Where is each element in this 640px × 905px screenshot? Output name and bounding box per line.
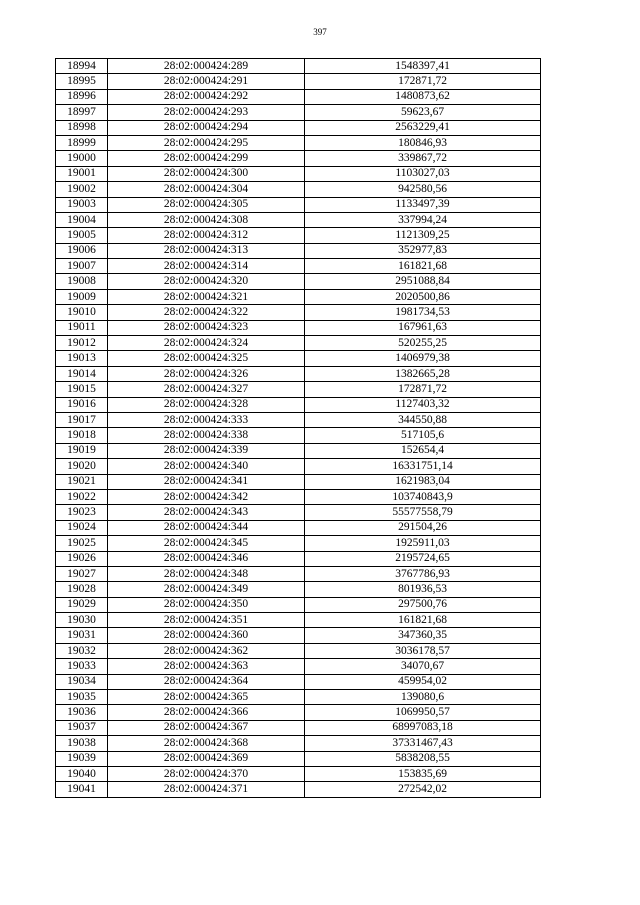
table-row — [56, 74, 541, 89]
cadastral-number-cell: 28:02:000424:326 — [108, 366, 305, 381]
row-number-cell: 19038 — [56, 736, 108, 751]
table-row — [56, 228, 541, 243]
cadastral-number-cell: 28:02:000424:308 — [108, 212, 305, 227]
row-number-cell: 19002 — [56, 182, 108, 197]
cadastral-value-cell: 1127403,32 — [305, 397, 541, 412]
cadastral-number-cell: 28:02:000424:364 — [108, 674, 305, 689]
cadastral-number-cell: 28:02:000424:294 — [108, 120, 305, 135]
table-row — [56, 659, 541, 674]
cadastral-value-cell: 5838208,55 — [305, 751, 541, 766]
cadastral-value-cell: 520255,25 — [305, 336, 541, 351]
cadastral-number-cell: 28:02:000424:293 — [108, 105, 305, 120]
cadastral-number-cell: 28:02:000424:333 — [108, 412, 305, 427]
table-row — [56, 105, 541, 120]
cadastral-number-cell: 28:02:000424:320 — [108, 274, 305, 289]
table-row — [56, 197, 541, 212]
table-row — [56, 274, 541, 289]
table-row — [56, 551, 541, 566]
cadastral-value-cell: 1925911,03 — [305, 536, 541, 551]
table-row — [56, 135, 541, 150]
table-row — [56, 505, 541, 520]
cadastral-value-cell: 180846,93 — [305, 135, 541, 150]
cadastral-value-cell: 3036178,57 — [305, 643, 541, 658]
row-number-cell: 19031 — [56, 628, 108, 643]
row-number-cell: 19036 — [56, 705, 108, 720]
row-number-cell: 19019 — [56, 443, 108, 458]
table-row — [56, 59, 541, 74]
cadastral-value-cell: 167961,63 — [305, 320, 541, 335]
cadastral-value-cell: 172871,72 — [305, 74, 541, 89]
table-row — [56, 151, 541, 166]
row-number-cell: 19012 — [56, 336, 108, 351]
cadastral-value-cell: 37331467,43 — [305, 736, 541, 751]
table-row — [56, 566, 541, 581]
cadastral-number-cell: 28:02:000424:339 — [108, 443, 305, 458]
cadastral-value-cell: 291504,26 — [305, 520, 541, 535]
row-number-cell: 19006 — [56, 243, 108, 258]
table-row — [56, 751, 541, 766]
table-row — [56, 597, 541, 612]
cadastral-number-cell: 28:02:000424:338 — [108, 428, 305, 443]
cadastral-number-cell: 28:02:000424:349 — [108, 582, 305, 597]
cadastral-value-cell: 517105,6 — [305, 428, 541, 443]
table-row — [56, 674, 541, 689]
row-number-cell: 19009 — [56, 289, 108, 304]
table-row — [56, 412, 541, 427]
row-number-cell: 19034 — [56, 674, 108, 689]
cadastral-number-cell: 28:02:000424:341 — [108, 474, 305, 489]
row-number-cell: 19003 — [56, 197, 108, 212]
table-row — [56, 690, 541, 705]
cadastral-value-cell: 2951088,84 — [305, 274, 541, 289]
table-row — [56, 443, 541, 458]
row-number-cell: 19040 — [56, 766, 108, 781]
row-number-cell: 19023 — [56, 505, 108, 520]
cadastral-number-cell: 28:02:000424:367 — [108, 720, 305, 735]
row-number-cell: 18994 — [56, 59, 108, 74]
cadastral-number-cell: 28:02:000424:299 — [108, 151, 305, 166]
table-row — [56, 459, 541, 474]
row-number-cell: 19008 — [56, 274, 108, 289]
cadastral-value-cell: 68997083,18 — [305, 720, 541, 735]
row-number-cell: 19015 — [56, 382, 108, 397]
cadastral-value-cell: 55577558,79 — [305, 505, 541, 520]
cadastral-value-cell: 352977,83 — [305, 243, 541, 258]
row-number-cell: 19020 — [56, 459, 108, 474]
table-row — [56, 766, 541, 781]
row-number-cell: 18995 — [56, 74, 108, 89]
table-row — [56, 243, 541, 258]
cadastral-value-cell: 161821,68 — [305, 259, 541, 274]
table-row — [56, 320, 541, 335]
row-number-cell: 18998 — [56, 120, 108, 135]
cadastral-number-cell: 28:02:000424:289 — [108, 59, 305, 74]
cadastral-value-cell: 1121309,25 — [305, 228, 541, 243]
row-number-cell: 19028 — [56, 582, 108, 597]
cadastral-number-cell: 28:02:000424:350 — [108, 597, 305, 612]
cadastral-number-cell: 28:02:000424:346 — [108, 551, 305, 566]
cadastral-number-cell: 28:02:000424:368 — [108, 736, 305, 751]
row-number-cell: 19027 — [56, 566, 108, 581]
row-number-cell: 18996 — [56, 89, 108, 104]
cadastral-value-cell: 1103027,03 — [305, 166, 541, 181]
row-number-cell: 19014 — [56, 366, 108, 381]
row-number-cell: 19033 — [56, 659, 108, 674]
cadastral-value-cell: 1406979,38 — [305, 351, 541, 366]
cadastral-value-cell: 59623,67 — [305, 105, 541, 120]
cadastral-number-cell: 28:02:000424:295 — [108, 135, 305, 150]
row-number-cell: 19021 — [56, 474, 108, 489]
cadastral-value-cell: 347360,35 — [305, 628, 541, 643]
row-number-cell: 19041 — [56, 782, 108, 797]
table-row — [56, 305, 541, 320]
cadastral-value-cell: 1133497,39 — [305, 197, 541, 212]
cadastral-number-cell: 28:02:000424:351 — [108, 613, 305, 628]
cadastral-number-cell: 28:02:000424:321 — [108, 289, 305, 304]
row-number-cell: 19022 — [56, 489, 108, 504]
cadastral-number-cell: 28:02:000424:327 — [108, 382, 305, 397]
table-row — [56, 259, 541, 274]
table-row — [56, 212, 541, 227]
cadastral-number-cell: 28:02:000424:345 — [108, 536, 305, 551]
cadastral-value-cell: 34070,67 — [305, 659, 541, 674]
cadastral-value-cell: 459954,02 — [305, 674, 541, 689]
cadastral-value-cell: 139080,6 — [305, 690, 541, 705]
cadastral-value-cell: 152654,4 — [305, 443, 541, 458]
row-number-cell: 19025 — [56, 536, 108, 551]
table-row — [56, 536, 541, 551]
table-row — [56, 382, 541, 397]
table-row — [56, 643, 541, 658]
row-number-cell: 19016 — [56, 397, 108, 412]
cadastral-number-cell: 28:02:000424:323 — [108, 320, 305, 335]
row-number-cell: 19010 — [56, 305, 108, 320]
cadastral-value-cell: 801936,53 — [305, 582, 541, 597]
cadastral-value-cell: 161821,68 — [305, 613, 541, 628]
cadastral-number-cell: 28:02:000424:369 — [108, 751, 305, 766]
row-number-cell: 19024 — [56, 520, 108, 535]
table-row — [56, 628, 541, 643]
table-row — [56, 736, 541, 751]
cadastral-number-cell: 28:02:000424:363 — [108, 659, 305, 674]
row-number-cell: 19011 — [56, 320, 108, 335]
row-number-cell: 19001 — [56, 166, 108, 181]
cadastral-number-cell: 28:02:000424:314 — [108, 259, 305, 274]
cadastral-number-cell: 28:02:000424:322 — [108, 305, 305, 320]
row-number-cell: 19026 — [56, 551, 108, 566]
cadastral-number-cell: 28:02:000424:360 — [108, 628, 305, 643]
cadastral-number-cell: 28:02:000424:325 — [108, 351, 305, 366]
cadastral-value-cell: 16331751,14 — [305, 459, 541, 474]
cadastral-number-cell: 28:02:000424:304 — [108, 182, 305, 197]
cadastral-value-cell: 272542,02 — [305, 782, 541, 797]
cadastral-value-cell: 942580,56 — [305, 182, 541, 197]
cadastral-value-table — [55, 58, 541, 798]
table-row — [56, 520, 541, 535]
cadastral-number-cell: 28:02:000424:340 — [108, 459, 305, 474]
table-row — [56, 166, 541, 181]
table-row — [56, 351, 541, 366]
table-row — [56, 120, 541, 135]
row-number-cell: 19018 — [56, 428, 108, 443]
cadastral-number-cell: 28:02:000424:291 — [108, 74, 305, 89]
row-number-cell: 19032 — [56, 643, 108, 658]
cadastral-value-cell: 153835,69 — [305, 766, 541, 781]
row-number-cell: 18999 — [56, 135, 108, 150]
table-row — [56, 366, 541, 381]
row-number-cell: 19007 — [56, 259, 108, 274]
row-number-cell: 19005 — [56, 228, 108, 243]
cadastral-number-cell: 28:02:000424:344 — [108, 520, 305, 535]
cadastral-number-cell: 28:02:000424:362 — [108, 643, 305, 658]
table-row — [56, 397, 541, 412]
cadastral-number-cell: 28:02:000424:324 — [108, 336, 305, 351]
table-row — [56, 705, 541, 720]
row-number-cell: 18997 — [56, 105, 108, 120]
cadastral-number-cell: 28:02:000424:342 — [108, 489, 305, 504]
row-number-cell: 19013 — [56, 351, 108, 366]
cadastral-number-cell: 28:02:000424:348 — [108, 566, 305, 581]
table-row — [56, 582, 541, 597]
cadastral-value-cell: 1069950,57 — [305, 705, 541, 720]
cadastral-value-cell: 1981734,53 — [305, 305, 541, 320]
cadastral-value-cell: 1621983,04 — [305, 474, 541, 489]
page-number: 397 — [313, 27, 327, 37]
cadastral-value-cell: 103740843,9 — [305, 489, 541, 504]
cadastral-value-cell: 339867,72 — [305, 151, 541, 166]
cadastral-number-cell: 28:02:000424:313 — [108, 243, 305, 258]
row-number-cell: 19029 — [56, 597, 108, 612]
row-number-cell: 19037 — [56, 720, 108, 735]
table-row — [56, 289, 541, 304]
cadastral-number-cell: 28:02:000424:370 — [108, 766, 305, 781]
cadastral-value-cell: 3767786,93 — [305, 566, 541, 581]
table-row — [56, 782, 541, 797]
cadastral-value-cell: 2195724,65 — [305, 551, 541, 566]
table-row — [56, 428, 541, 443]
cadastral-value-cell: 297500,76 — [305, 597, 541, 612]
cadastral-number-cell: 28:02:000424:312 — [108, 228, 305, 243]
table-row — [56, 720, 541, 735]
row-number-cell: 19000 — [56, 151, 108, 166]
cadastral-value-cell: 1382665,28 — [305, 366, 541, 381]
row-number-cell: 19035 — [56, 690, 108, 705]
table-body — [56, 59, 541, 798]
cadastral-number-cell: 28:02:000424:328 — [108, 397, 305, 412]
cadastral-value-cell: 1480873,62 — [305, 89, 541, 104]
table-row — [56, 474, 541, 489]
table-row — [56, 89, 541, 104]
table-row — [56, 613, 541, 628]
table-row — [56, 336, 541, 351]
table-row — [56, 182, 541, 197]
cadastral-value-cell: 337994,24 — [305, 212, 541, 227]
row-number-cell: 19004 — [56, 212, 108, 227]
cadastral-value-cell: 344550,88 — [305, 412, 541, 427]
cadastral-value-cell: 2020500,86 — [305, 289, 541, 304]
cadastral-number-cell: 28:02:000424:300 — [108, 166, 305, 181]
row-number-cell: 19030 — [56, 613, 108, 628]
cadastral-value-cell: 2563229,41 — [305, 120, 541, 135]
row-number-cell: 19039 — [56, 751, 108, 766]
row-number-cell: 19017 — [56, 412, 108, 427]
cadastral-number-cell: 28:02:000424:305 — [108, 197, 305, 212]
cadastral-number-cell: 28:02:000424:366 — [108, 705, 305, 720]
cadastral-number-cell: 28:02:000424:292 — [108, 89, 305, 104]
cadastral-value-cell: 172871,72 — [305, 382, 541, 397]
cadastral-value-cell: 1548397,41 — [305, 59, 541, 74]
cadastral-number-cell: 28:02:000424:343 — [108, 505, 305, 520]
table-row — [56, 489, 541, 504]
cadastral-number-cell: 28:02:000424:371 — [108, 782, 305, 797]
cadastral-number-cell: 28:02:000424:365 — [108, 690, 305, 705]
